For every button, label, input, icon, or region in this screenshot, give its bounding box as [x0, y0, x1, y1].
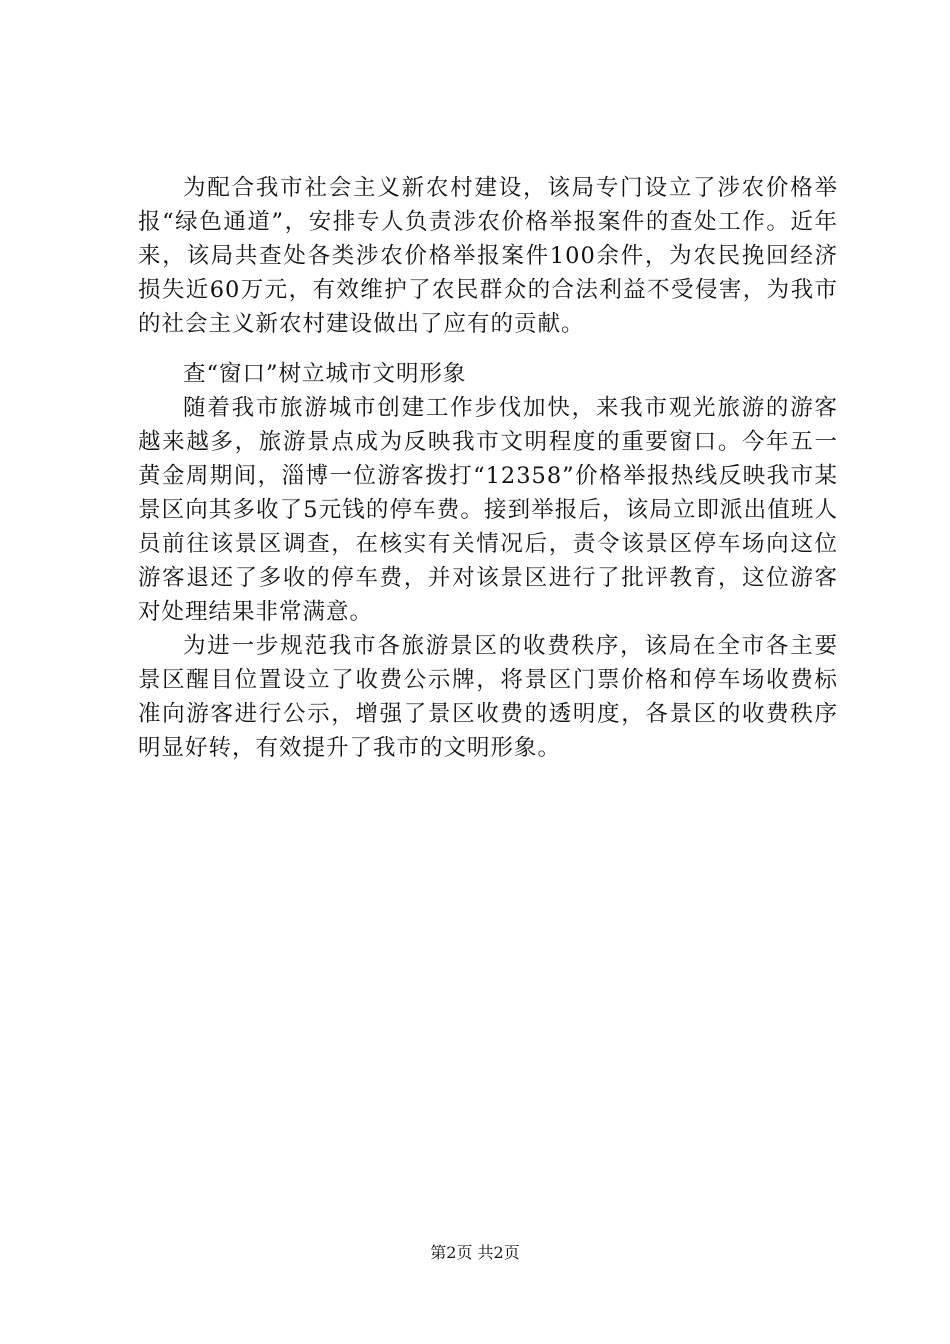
paragraph-fee-disclosure: 为进一步规范我市各旅游景区的收费秩序，该局在全市各主要景区醒目位置设立了收费公示牌，将景区门票价格和停车场收费标准向游客进行公示，增强了景区收费的透明度，各景区的收费秩序明显好转，有效提升了我市的文明形象。 [138, 633, 838, 761]
paragraph-tourist-complaint: 随着我市旅游城市创建工作步伐加快，来我市观光旅游的游客越来越多，旅游景点成为反映我市文明程度的重要窗口。今年五一黄金周期间，淄博一位游客拨打“12358”价格举报热线反映我市某景区向其多收了5元钱的停车费。接到举报后，该局立即派出值班人员前往该景区调查，在核实有关情况后，责令该景区停车场向这位游客退还了多收的停车费，并对该景区进行了批评教育，这位游客对处理结果非常满意。 [138, 395, 838, 625]
paragraph-rural-price-channel: 为配合我市社会主义新农村建设，该局专门设立了涉农价格举报“绿色通道”，安排专人负责涉农价格举报案件的查处工作。近年来，该局共查处各类涉农价格举报案件100余件，为农民挽回经济损失近60万元，有效维护了农民群众的合法利益不受侵害，为我市的社会主义新农村建设做出了应有的贡献。 [138, 175, 838, 337]
paragraph-gap [138, 341, 838, 357]
section-heading: 查“窗口”树立城市文明形象 [183, 361, 467, 387]
document-body [138, 171, 838, 765]
page-number-footer: 第2页 共2页 [430, 1243, 520, 1262]
